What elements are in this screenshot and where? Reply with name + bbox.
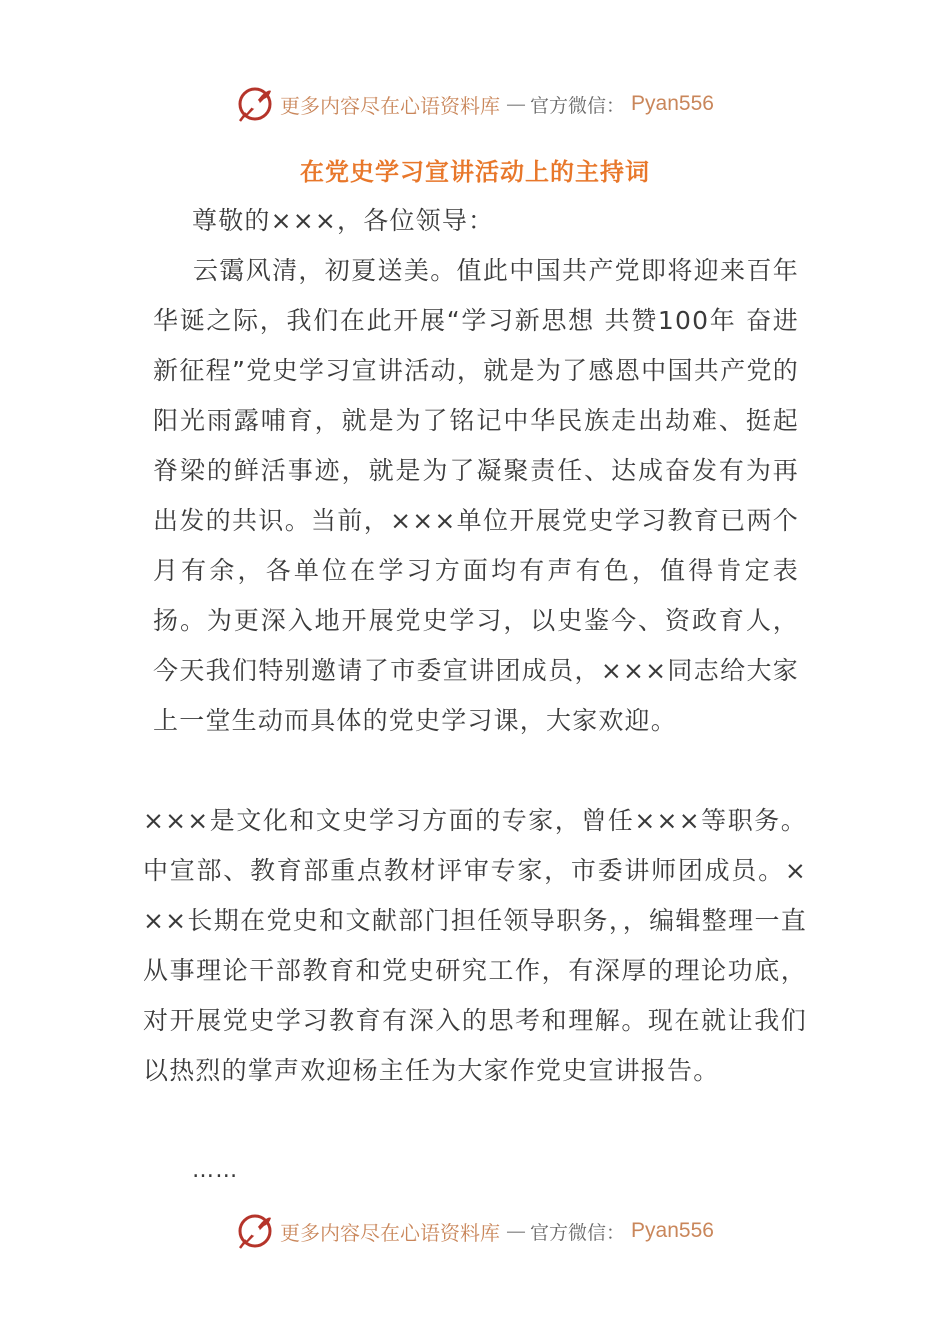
- quill-logo-icon: [236, 85, 274, 123]
- ellipsis-line: ……: [192, 1158, 239, 1183]
- footer-banner: [0, 1209, 950, 1253]
- banner-dash: —: [506, 1219, 525, 1243]
- paragraph-opening: 云霭风清，初夏送美。值此中国共产党即将迎来百年华诞之际，我们在此开展“学习新思想 共赞100年 奋进新征程”党史学习宣讲活动，就是为了感恩中国共产党的阳光雨露哺育，就是为了铭记中华民族走出劫难、挺起脊梁的鲜活事迹，就是为了凝聚责任、达成奋发有为再出发的共识。当前，×××单位开展党史学习教育已两个月有余，各单位在学习方面均有声有色，值得肯定表扬。为更深入地开展党史学习，以史鉴今、资政育人，今天我们特别邀请了市委宣讲团成员，×××同志给大家上一堂生动而具体的党史学习课，大家欢迎。: [153, 256, 799, 735]
- header-banner: [0, 82, 950, 126]
- banner-sub-text: 官方微信：: [530, 94, 626, 117]
- banner-sub-text: 官方微信：: [530, 1221, 626, 1244]
- banner-main-text: 更多内容尽在心语资料库: [280, 93, 501, 118]
- banner-main-text: 更多内容尽在心语资料库: [280, 1220, 501, 1245]
- page-title: 在党史学习宣讲活动上的主持词: [300, 158, 650, 186]
- banner-wechat-id: Pyan556: [631, 92, 714, 115]
- banner-wechat-id: Pyan556: [631, 1219, 714, 1242]
- quill-logo-icon: [236, 1212, 274, 1250]
- paragraph-speaker-intro: ×××是文化和文史学习方面的专家，曾任×××等职务。中宣部、教育部重点教材评审专家，市委讲师团成员。×××长期在党史和文献部门担任领导职务，，编辑整理一直从事理论干部教育和党史研究工作，有深厚的理论功底，对开展党史学习教育有深入的思考和理解。现在就让我们以热烈的掌声欢迎杨主任为大家作党史宣讲报告。: [143, 806, 807, 1085]
- greeting-line: 尊敬的×××，各位领导：: [192, 206, 495, 235]
- banner-dash: —: [506, 92, 525, 116]
